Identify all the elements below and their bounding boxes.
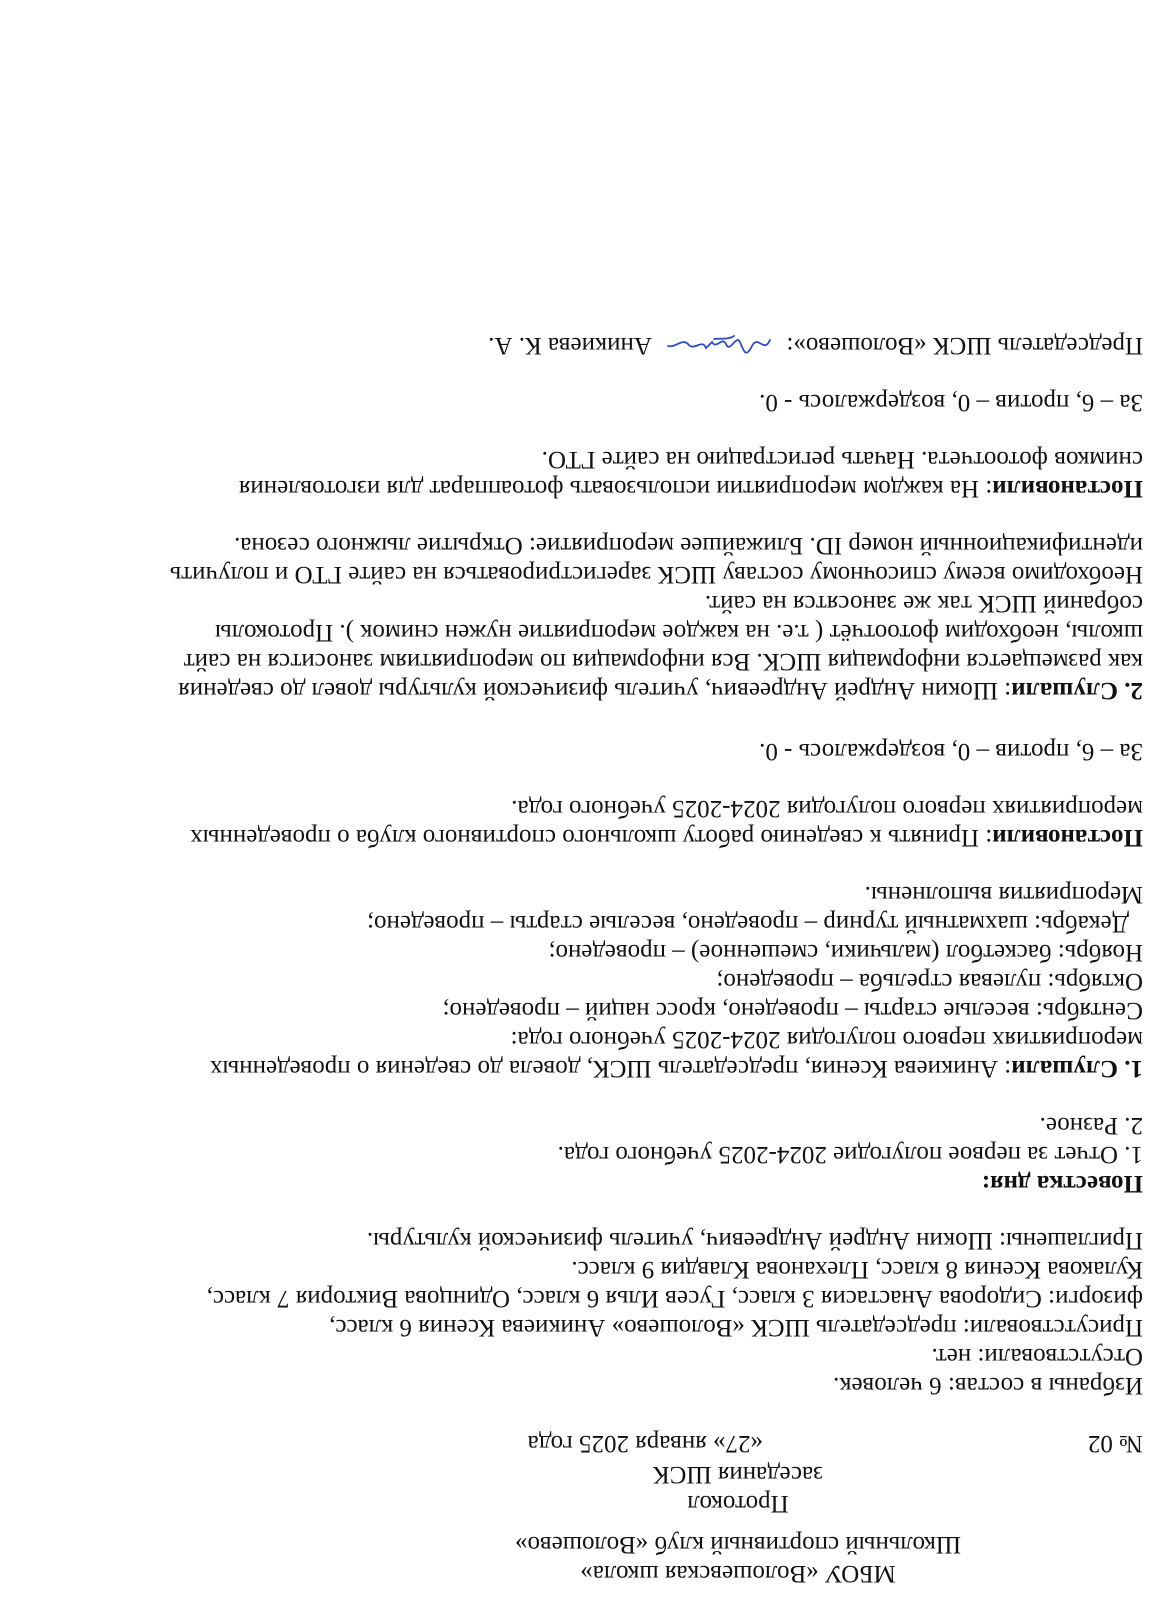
month-december: Декабрь: шахматный турнир – проведено, веселые старты – проведено; <box>367 910 1129 937</box>
doc-title: Протокол <box>687 1490 789 1517</box>
section1-done: Мероприятия выполнены. <box>864 881 1143 908</box>
absent-line: Отсутствовали: нет. <box>931 1343 1143 1370</box>
signature-row <box>0 330 1143 360</box>
present-line-2: физорги: Сидорова Анастасия 3 класс, Гусев Илья 6 класс, Одинцова Виктория 7 класс, <box>206 1285 1143 1312</box>
section1-resolved-text: : Принять к сведению работу школьного спортивного клуба о проведенных <box>190 824 993 851</box>
section2-heard-5: Необходимо всему списочному составу ШСК зарегистрироваться на сайте ГТО и получить <box>169 561 1143 588</box>
document-body <box>0 330 1143 1588</box>
section2-heard-text: : Шокин Андрей Андреевич, учитель физической культуры довел до сведения <box>178 677 1012 704</box>
month-october: Октябрь: пулевая стрельба – проведено; <box>716 968 1143 995</box>
agenda-item-2: 2. Разное. <box>1039 1112 1143 1139</box>
section2-heard-4: собраний ШСК так же заносятся на сайт. <box>704 590 1143 617</box>
section2-heard-2: как размещается информация ШСК. Вся информация по мероприятиям заносится на сайт <box>183 648 1143 675</box>
month-september: Сентябрь: веселые старты – проведено, кросс наций – проведено; <box>442 997 1143 1024</box>
section1-heard <box>0 1054 1143 1083</box>
elected-line: Избраны в состав: 6 человек. <box>833 1372 1143 1399</box>
handwritten-signature <box>664 330 774 360</box>
section2-heard <box>0 676 1143 705</box>
section1-resolved-2: мероприятиях первого полугодия 2024-2025 учебного года. <box>511 795 1143 822</box>
section2-heard-3: школы, необходим фотоотчёт ( т.е. на каждое мероприятие нужен снимок ). Протоколы <box>215 619 1143 646</box>
month-november: Ноябрь: баскетбол (мальчики, смешенное) – проведено; <box>548 939 1143 966</box>
section1-heard-text: : Аникиева Ксения, председатель ШСК, довела до сведения о проведенных <box>209 1055 1012 1082</box>
document-header <box>333 1460 1143 1588</box>
club-name: Школьный спортивный клуб «Волошево» <box>514 1531 962 1558</box>
school-name: МБОУ «Волошевская школа» <box>580 1560 896 1587</box>
section1-heard-label: 1. Слушали <box>1011 1055 1143 1082</box>
protocol-date: «27» января 2025 года <box>527 1430 763 1457</box>
protocol-number: № 02 <box>1087 1430 1143 1457</box>
section2-heard-label: 2. Слушали <box>1011 677 1143 704</box>
section2-resolved-label: Постановили <box>992 475 1143 502</box>
signature-name: Аникиева К. А. <box>488 332 652 359</box>
section1-heard-2: мероприятиях первого полугодия 2024-2025 учебного года: <box>510 1026 1143 1053</box>
meta-row <box>0 1428 1143 1458</box>
agenda-item-1: 1. Отчет за первое полугодие 2024-2025 учебного года. <box>557 1141 1143 1168</box>
invited-line: Приглашены: Шокин Андрей Андреевич, учитель физической культуры. <box>366 1227 1143 1254</box>
section2-resolved-text: : На каждом мероприятии использовать фотоаппарат для изготовления <box>238 475 993 502</box>
signature-role: Председатель ШСК «Волошево»: <box>786 332 1143 359</box>
agenda-heading-label: Повестка дня <box>990 1170 1143 1197</box>
present-line-1: Присутствовали: председатель ШСК «Волошево» Аникиева Ксения 6 класс, <box>329 1314 1143 1341</box>
section2-resolved <box>0 474 1143 503</box>
agenda-heading <box>0 1169 1143 1198</box>
section2-resolved-2: снимков фотоотчета. Начать регистрацию на сайте ГТО. <box>541 446 1143 473</box>
section2-heard-6: идентификационный номер ID. Ближайшее мероприятие: Открытие лыжного сезона. <box>234 532 1143 559</box>
section1-resolved-label: Постановили <box>992 824 1143 851</box>
section2-vote: За – 6, против – 0, воздержалось - 0. <box>759 389 1143 416</box>
section1-resolved <box>0 823 1143 852</box>
section1-vote: За – 6, против – 0, воздержалось - 0. <box>759 738 1143 765</box>
present-line-3: Кулакова Ксения 8 класс, Плеханова Клавдия 9 класс. <box>571 1256 1143 1283</box>
doc-subtitle: заседания ШСК <box>652 1461 824 1488</box>
agenda-heading-colon: : <box>981 1170 991 1197</box>
